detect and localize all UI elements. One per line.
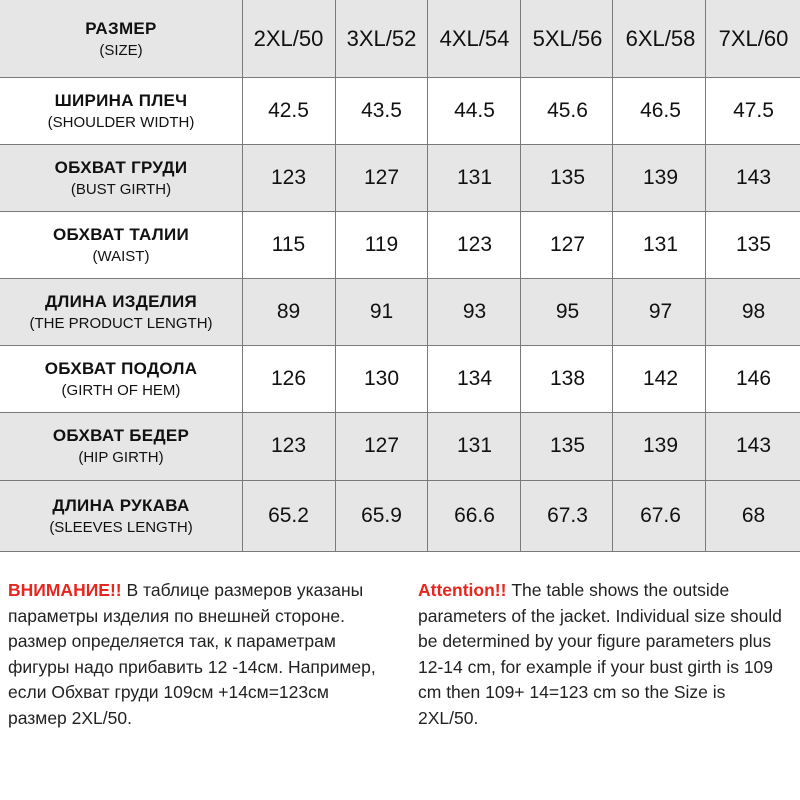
- warning-label-en: Attention!!: [418, 580, 512, 600]
- table-cell: 66.6: [454, 504, 495, 527]
- table-cell: 138: [549, 366, 586, 390]
- row-divider: [0, 144, 800, 145]
- column-divider: [335, 0, 336, 552]
- note-text-en: The table shows the outside parameters of the jacket. Individual size should be determined by your figure parameters plus 12-14 cm, for example if your bust girth is 109 cm then 109+ 14=123 cm so the Size is 2XL/50.: [418, 580, 782, 728]
- table-cell: 98: [741, 299, 766, 323]
- header-label-en: (SIZE): [99, 41, 143, 59]
- size-header-cell: 5XL/56: [532, 25, 603, 51]
- row-label-cell: [0, 278, 242, 345]
- row-label-en: (BUST GIRTH): [70, 180, 172, 198]
- note-text-ru: В таблице размеров указаны параметры изделия по внешней стороне. размер определяется так, к параметрам фигуры надо прибавить 12 -14см. Например, если Обхват груди 109см +14см=123см размер 2XL/50.: [8, 580, 376, 728]
- table-row: [0, 278, 800, 345]
- header-label-ru: РАЗМЕР: [85, 18, 157, 38]
- table-cell: 65.2: [268, 504, 309, 527]
- row-label-en: (GIRTH OF HEM): [61, 381, 181, 399]
- row-label-ru: ШИРИНА ПЛЕЧ: [54, 90, 188, 110]
- table-cell: 44.5: [454, 98, 495, 122]
- table-row: [0, 412, 800, 480]
- table-cell: 139: [642, 434, 679, 457]
- row-label-ru: ОБХВАТ ПОДОЛА: [44, 358, 198, 378]
- table-row: [0, 480, 800, 552]
- note-english: [418, 578, 790, 731]
- size-header-cell: 7XL/60: [718, 25, 789, 51]
- row-label-en: (SHOULDER WIDTH): [47, 113, 195, 131]
- table-row: [0, 211, 800, 278]
- size-header-cell: 6XL/58: [625, 25, 696, 51]
- table-cell: 68: [741, 504, 766, 527]
- size-header-cell: 3XL/52: [346, 25, 417, 51]
- table-cell: 143: [735, 165, 772, 189]
- table-cell: 127: [549, 232, 586, 256]
- table-cell: 93: [462, 299, 487, 323]
- table-cell: 123: [270, 165, 307, 189]
- note-russian: [8, 578, 392, 731]
- row-label-ru: ОБХВАТ ГРУДИ: [54, 157, 188, 177]
- table-cell: 45.6: [547, 98, 588, 122]
- row-label-cell: [0, 412, 242, 480]
- table-cell: 46.5: [640, 98, 681, 122]
- table-cell: 119: [364, 232, 399, 256]
- row-label-ru: ОБХВАТ БЕДЕР: [52, 426, 190, 445]
- table-cell: 67.3: [547, 504, 588, 527]
- table-cell: 123: [456, 232, 493, 256]
- row-label-en: (THE PRODUCT LENGTH): [29, 314, 213, 332]
- row-label-en: (HIP GIRTH): [78, 449, 164, 466]
- table-header-row: [0, 0, 800, 77]
- table-cell: 126: [270, 366, 307, 390]
- table-cell: 142: [642, 366, 679, 390]
- table-cell: 91: [369, 299, 394, 323]
- table-cell: 131: [456, 165, 493, 189]
- row-divider: [0, 211, 800, 212]
- table-cell: 146: [735, 366, 772, 390]
- column-divider: [427, 0, 428, 552]
- header-label-cell: [0, 0, 242, 77]
- table-cell: 42.5: [268, 98, 309, 122]
- column-divider: [612, 0, 613, 552]
- row-divider: [0, 77, 800, 78]
- column-divider: [242, 0, 243, 552]
- row-label-ru: ДЛИНА РУКАВА: [52, 496, 190, 515]
- notes-section: [0, 578, 800, 788]
- row-label-cell: [0, 77, 242, 144]
- table-cell: 95: [555, 299, 580, 323]
- column-divider: [705, 0, 706, 552]
- table-cell: 47.5: [733, 98, 774, 122]
- table-row: [0, 144, 800, 211]
- table-cell: 127: [363, 434, 400, 457]
- table-cell: 115: [271, 232, 306, 256]
- table-cell: 130: [363, 366, 400, 390]
- row-label-en: (SLEEVES LENGTH): [49, 519, 193, 536]
- row-label-cell: [0, 345, 242, 412]
- row-divider: [0, 345, 800, 346]
- row-divider: [0, 412, 800, 413]
- table-cell: 131: [642, 232, 679, 256]
- table-cell: 139: [642, 165, 679, 189]
- table-cell: 135: [735, 232, 772, 256]
- table-cell: 131: [456, 434, 493, 457]
- table-cell: 127: [363, 165, 400, 189]
- table-cell: 143: [735, 434, 772, 457]
- row-divider: [0, 480, 800, 481]
- row-label-cell: [0, 144, 242, 211]
- row-label-cell: [0, 211, 242, 278]
- row-label-en: (WAIST): [92, 247, 150, 265]
- table-cell: 135: [549, 434, 586, 457]
- size-header-cell: 2XL/50: [253, 25, 324, 51]
- table-cell: 135: [549, 165, 586, 189]
- row-divider: [0, 278, 800, 279]
- table-cell: 43.5: [361, 98, 402, 122]
- table-cell: 67.6: [640, 504, 681, 527]
- table-cell: 123: [270, 434, 307, 457]
- row-label-ru: ДЛИНА ИЗДЕЛИЯ: [44, 291, 198, 311]
- row-label-cell: [0, 480, 242, 552]
- size-header-cell: 4XL/54: [439, 25, 510, 51]
- warning-label-ru: ВНИМАНИЕ!!: [8, 580, 127, 600]
- row-divider: [0, 551, 800, 552]
- table-cell: 89: [276, 299, 301, 323]
- table-row: [0, 77, 800, 144]
- table-cell: 134: [456, 366, 493, 390]
- table-row: [0, 345, 800, 412]
- column-divider: [520, 0, 521, 552]
- table-cell: 97: [648, 299, 673, 323]
- row-label-ru: ОБХВАТ ТАЛИИ: [52, 224, 190, 244]
- table-cell: 65.9: [361, 504, 402, 527]
